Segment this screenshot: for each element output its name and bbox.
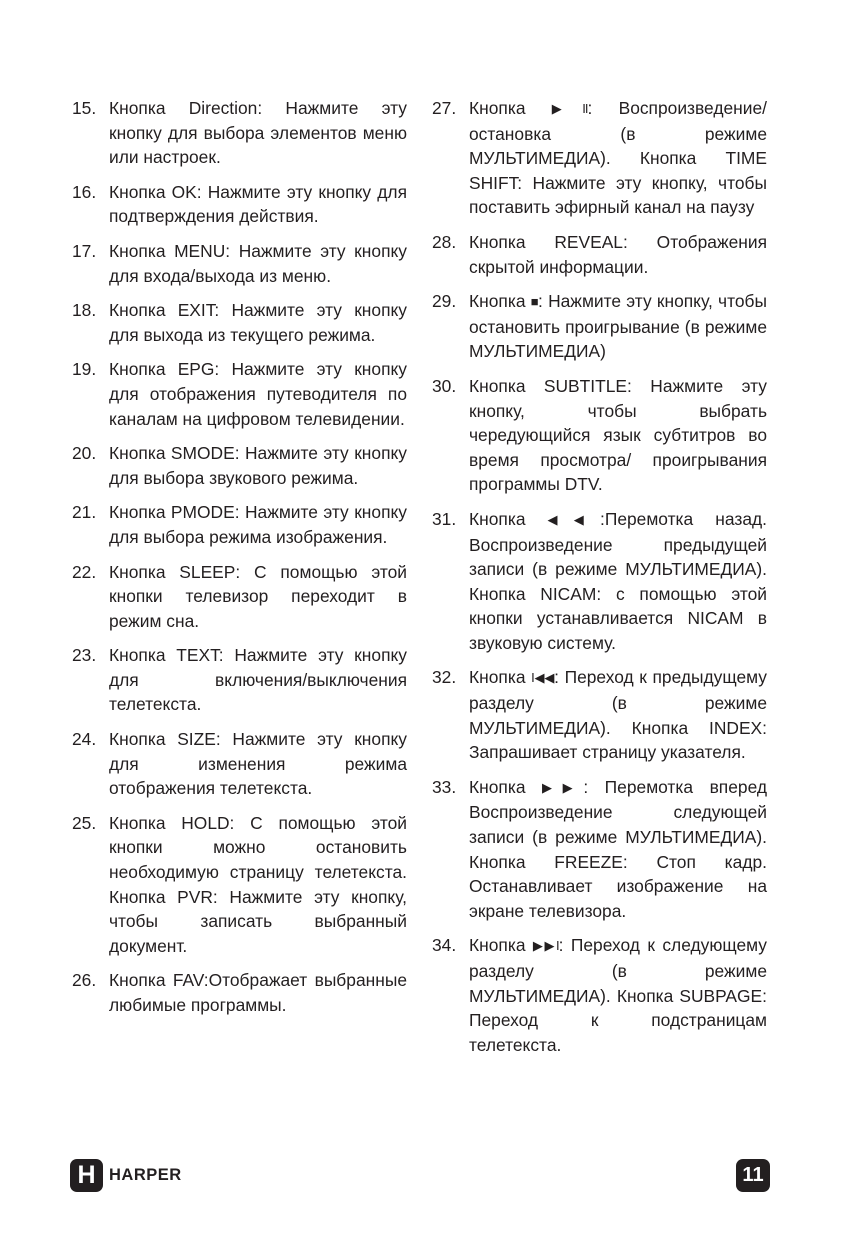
item-number: 34. <box>432 935 457 956</box>
item-number: 28. <box>432 231 457 252</box>
list-item <box>432 230 767 279</box>
list-item <box>72 441 407 490</box>
item-number: 31. <box>432 508 457 529</box>
item-number: 20. <box>72 443 97 464</box>
list-item <box>432 507 767 656</box>
list-item <box>432 665 767 764</box>
item-number: 26. <box>72 970 97 991</box>
item-text: Кнопка EXIT: Нажмите эту кнопку для выхода из текущего режима. <box>109 300 407 345</box>
list-item <box>72 811 407 959</box>
item-number: 17. <box>72 240 97 261</box>
item-number: 25. <box>72 812 97 833</box>
logo-mark: H <box>70 1159 103 1192</box>
item-text: Кнопка REVEAL: Отображения скрытой информации. <box>469 231 767 277</box>
item-text: Кнопка FAV:Отображает выбранные любимые программы. <box>109 970 407 1015</box>
button-symbol-icon: ▶▶ <box>542 779 584 795</box>
item-number: 18. <box>72 300 97 321</box>
item-text: Кнопка PMODE: Нажмите эту кнопку для выбора режима изображения. <box>109 502 407 547</box>
item-text-continued: : Переход к следующему разделу (в режиме МУЛЬТИМЕДИА). Кнопка SUBPAGE: Переход к подстраницам телетекста. <box>469 935 767 1055</box>
button-symbol-icon: I◀◀ <box>531 670 555 686</box>
list-item <box>72 180 407 229</box>
item-text: Кнопка SIZE: Нажмите эту кнопку для изменения режима отображения телетекста. <box>109 729 407 799</box>
item-text: Кнопка <box>469 667 532 688</box>
button-symbol-icon: ■ <box>530 294 538 310</box>
item-text-continued: :Перемотка назад. Воспроизведение предыдущей записи (в режиме МУЛЬТИМЕДИА). Кнопка NICAM: с помощью этой кнопки устанавливается NICAM в звуковую систему. <box>469 508 767 653</box>
item-text: Кнопка SLEEP: С помощью этой кнопки телевизор переходит в режим сна. <box>109 561 407 631</box>
item-text: Кнопка <box>469 935 533 956</box>
item-number: 30. <box>432 375 457 396</box>
item-number: 27. <box>432 98 457 118</box>
item-number: 19. <box>72 359 97 380</box>
item-text: Кнопка Direction: Нажмите эту кнопку для выбора элементов меню или настроек. <box>109 98 407 168</box>
item-text: Кнопка <box>469 291 531 312</box>
item-text: Кнопка SUBTITLE: Нажмите эту кнопку, чтобы выбрать чередующийся язык субтитров во время просмотра/ проигрывания программы DTV. <box>469 375 767 495</box>
item-number: 24. <box>72 729 97 750</box>
page-number: 11 <box>736 1159 770 1192</box>
list-item <box>72 298 407 347</box>
item-text-continued: : Перемотка вперед Воспроизведение следующей записи (в режиме МУЛЬТИМЕДИА). Кнопка FREEZE: Стоп кадр. Останавливает изображение на экране телевизора. <box>469 776 768 921</box>
item-text: Кнопка <box>469 776 542 797</box>
item-text-continued: : Воспроизведение/ остановка (в режиме МУЛЬТИМЕДИА). Кнопка TIME SHIFT: Нажмите эту кнопку, чтобы поставить эфирный канал на паузу <box>469 98 767 218</box>
item-number: 29. <box>432 291 457 312</box>
item-text: Кнопка SMODE: Нажмите эту кнопку для выбора звукового режима. <box>109 443 407 488</box>
list-item <box>72 643 407 717</box>
item-number: 21. <box>72 502 97 523</box>
item-text-continued: : Переход к предыдущему разделу (в режиме МУЛЬТИМЕДИА). Кнопка INDEX: Запрашивает страницу указателя. <box>469 667 767 763</box>
button-symbol-icon: ▶▶I <box>532 938 559 954</box>
list-item <box>72 500 407 549</box>
item-text: Кнопка EPG: Нажмите эту кнопку для отображения путеводителя по каналам на цифровом телевидении. <box>109 359 407 429</box>
item-text: Кнопка <box>469 98 552 118</box>
list-item <box>72 560 407 634</box>
list-item <box>432 775 767 924</box>
item-number: 32. <box>432 667 457 688</box>
list-item <box>432 289 767 364</box>
list-item <box>72 727 407 801</box>
left-column <box>72 96 407 1028</box>
item-text: Кнопка HOLD: С помощью этой кнопки можно остановить необходимую страницу телетекста. Кнопка PVR: Нажмите эту кнопку, чтобы записать выбранный документ. <box>109 812 407 956</box>
list-item <box>72 968 407 1017</box>
list-item <box>432 933 767 1057</box>
item-number: 23. <box>72 645 97 666</box>
right-column <box>432 96 767 1067</box>
list-item <box>72 96 407 170</box>
item-number: 16. <box>72 181 97 202</box>
list-item <box>72 357 407 431</box>
list-item <box>72 239 407 288</box>
item-number: 33. <box>432 776 457 797</box>
brand-name: HARPER <box>109 1166 182 1184</box>
button-symbol-icon: ◀◀ <box>547 511 600 527</box>
button-symbol-icon: ▶II <box>551 101 588 116</box>
item-text: Кнопка MENU: Нажмите эту кнопку для входа/выхода из меню. <box>109 240 407 286</box>
item-number: 22. <box>72 561 97 582</box>
brand-logo <box>70 1159 182 1192</box>
list-item <box>432 374 767 497</box>
list-item <box>432 96 767 220</box>
item-number: 15. <box>72 98 97 118</box>
item-text: Кнопка TEXT: Нажмите эту кнопку для включения/выключения телетекста. <box>109 645 407 715</box>
item-text: Кнопка OK: Нажмите эту кнопку для подтверждения действия. <box>109 181 407 227</box>
item-text-continued: : Нажмите эту кнопку, чтобы остановить проигрывание (в режиме МУЛЬТИМЕДИА) <box>469 291 767 362</box>
item-text: Кнопка <box>469 508 548 529</box>
